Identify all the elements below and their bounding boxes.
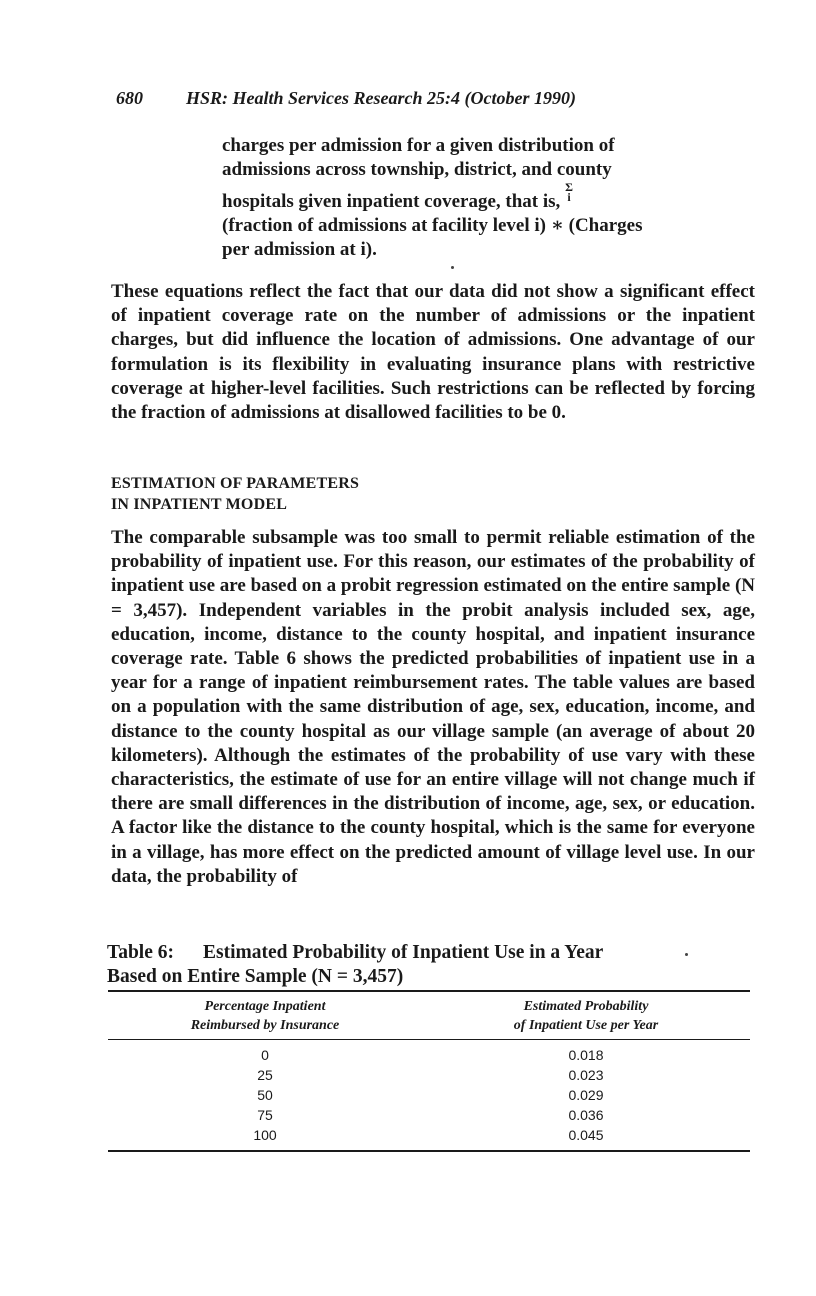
summation-sigma: Σ — [565, 180, 573, 194]
table-row — [108, 1045, 750, 1065]
column-header-percentage — [108, 997, 422, 1035]
cell-probability: 0.036 — [568, 1107, 604, 1123]
cell-probability: 0.023 — [568, 1067, 604, 1083]
column-header-line: Percentage Inpatient — [204, 999, 326, 1014]
indented-line — [222, 182, 742, 214]
table-bottom-rule — [108, 1150, 750, 1152]
column-header-line: Estimated Probability — [523, 999, 649, 1014]
section-heading — [111, 473, 511, 515]
indented-line-text: hospitals given inpatient coverage, that is, — [222, 191, 561, 212]
cell-percentage: 75 — [257, 1107, 273, 1123]
column-header-line: Reimbursed by Insurance — [190, 1018, 340, 1033]
table-caption — [107, 941, 747, 989]
column-header-line: of Inpatient Use per Year — [513, 1018, 659, 1033]
cell-percentage: 100 — [253, 1127, 277, 1143]
body-paragraph-2: The comparable subsample was too small to permit reliable estimation of the probability of inpatient use. For this reason, our estimates of the probability of inpatient use are based on a probit regression estimated on the entire sample (N = 3,457). Independent variables in the probit analysis included sex, age, education, income, distance to the county hospital, and inpatient insurance coverage rate. Table 6 shows the predicted probabilities of inpatient use in a year for a range of inpatient reimbursement rates. The table values are based on a population with the same distribution of age, sex, education, income, and distance to the county hospital as our village sample (an average of about 20 kilometers). Although the estimates of the probability of use vary with these characteristics, the estimate of use for an entire village will not change much if there are small differences in the distribution of income, age, sex, or education. A factor like the distance to the county hospital, which is the same for everyone in a village, has more effect on the predicted amount of village level use. In our data, the probability of — [111, 527, 755, 887]
table-row — [108, 1065, 750, 1085]
indented-line: per admission at i). — [222, 239, 377, 260]
table-body — [108, 1040, 750, 1150]
print-speck — [685, 953, 688, 956]
indented-line: (fraction of admissions at facility level i) ∗ (Charges — [222, 215, 643, 236]
table-row — [108, 1105, 750, 1125]
column-header-probability — [422, 997, 750, 1035]
data-table — [108, 990, 750, 1152]
cell-percentage: 25 — [257, 1067, 273, 1083]
table-caption-line2: Based on Entire Sample (N = 3,457) — [107, 966, 404, 987]
page-number: 680 — [116, 88, 143, 108]
running-head — [116, 88, 756, 109]
cell-probability: 0.045 — [568, 1127, 604, 1143]
cell-percentage: 0 — [261, 1047, 269, 1063]
summation-symbol — [565, 182, 573, 202]
table-row — [108, 1085, 750, 1105]
table-caption-line1 — [107, 941, 747, 965]
indented-line: charges per admission for a given distribution of — [222, 135, 615, 156]
print-speck — [451, 266, 454, 269]
table-title: Estimated Probability of Inpatient Use in a Year — [203, 942, 604, 963]
body-paragraph-1: These equations reflect the fact that our data did not show a significant effect of inpatient coverage rate on the number of admissions or the inpatient charges, but did influence the location of admissions. One advantage of our formulation is its flexibility in evaluating insurance plans with restrictive coverage at higher-level facilities. Such restrictions can be reflected by forcing the fraction of admissions at disallowed facilities to be 0. — [111, 281, 755, 424]
table-label: Table 6: — [107, 942, 175, 963]
cell-probability: 0.018 — [568, 1047, 604, 1063]
cell-percentage: 50 — [257, 1087, 273, 1103]
cell-probability: 0.029 — [568, 1087, 604, 1103]
journal-citation: HSR: Health Services Research 25:4 (October 1990) — [186, 88, 576, 108]
section-heading-line: IN INPATIENT MODEL — [111, 496, 288, 513]
section-heading-line: ESTIMATION OF PARAMETERS — [111, 475, 360, 492]
indented-definition-block — [222, 134, 742, 262]
summation-index: i — [567, 190, 571, 204]
table-row — [108, 1125, 750, 1145]
indented-line: admissions across township, district, and county — [222, 159, 612, 180]
table-header-row — [108, 992, 750, 1039]
